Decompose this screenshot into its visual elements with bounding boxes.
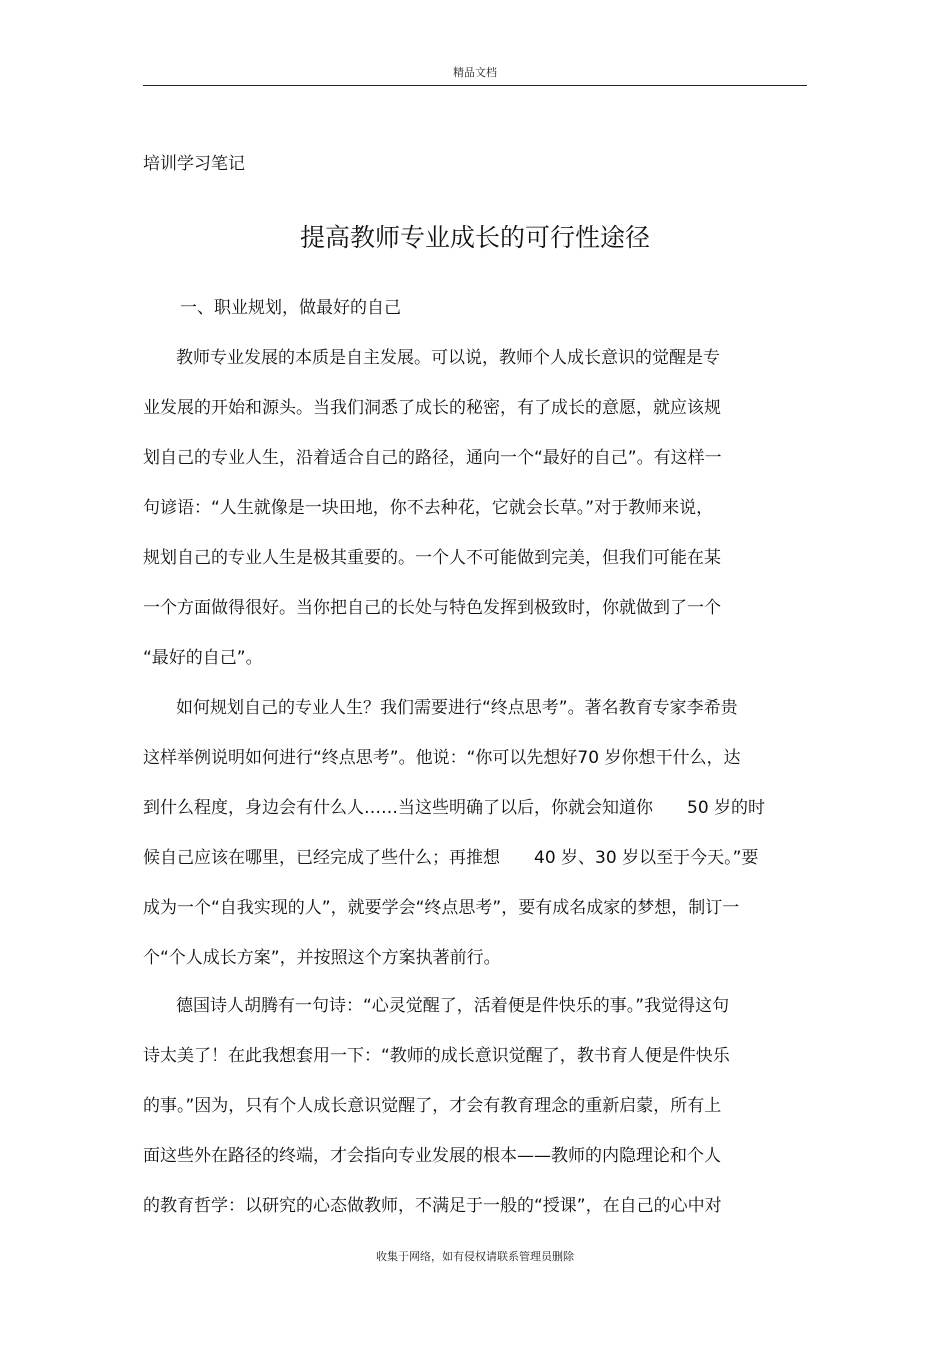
paragraph-line: 面这些外在路径的终端，才会指向专业发展的根本——教师的内隐理论和个人	[143, 1146, 721, 1166]
paragraph-line: 个“个人成长方案”，并按照这个方案执著前行。	[143, 948, 501, 968]
paragraph-line: 一个方面做得很好。当你把自己的长处与特色发挥到极致时，你就做到了一个	[143, 598, 721, 618]
paragraph-line: 候自己应该在哪里，已经完成了些什么；再推想 40 岁、30 岁以至于今天。”要	[143, 848, 759, 868]
paragraph-line: 的教育哲学：以研究的心态做教师，不满足于一般的“授课”，在自己的心中对	[143, 1196, 722, 1216]
paragraph-line: 到什么程度，身边会有什么人……当这些明确了以后，你就会知道你 50 岁的时	[143, 798, 766, 818]
paragraph-line: 德国诗人胡腾有一句诗：“心灵觉醒了，活着便是件快乐的事。”我觉得这句	[176, 996, 730, 1016]
paragraph-line: 如何规划自己的专业人生？我们需要进行“终点思考”。著名教育专家李希贵	[176, 698, 738, 718]
header-divider	[143, 85, 807, 86]
paragraph-line: 的事。”因为，只有个人成长意识觉醒了，才会有教育理念的重新启蒙，所有上	[143, 1096, 722, 1116]
paragraph-line: 句谚语：“人生就像是一块田地，你不去种花，它就会长草。”对于教师来说，	[143, 498, 714, 518]
paragraph-line: 业发展的开始和源头。当我们洞悉了成长的秘密，有了成长的意愿，就应该规	[143, 398, 721, 418]
paragraph-line: 成为一个“自我实现的人”，就要学会“终点思考”，要有成名成家的梦想，制订一	[143, 898, 740, 918]
paragraph-line: 这样举例说明如何进行“终点思考”。他说：“你可以先想好70 岁你想干什么，达	[143, 748, 741, 768]
paragraph-line: “最好的自己”。	[143, 648, 263, 668]
page-footer: 收集于网络，如有侵权请联系管理员删除	[376, 1250, 574, 1263]
paragraph-line: 规划自己的专业人生是极其重要的。一个人不可能做到完美，但我们可能在某	[143, 548, 721, 568]
paragraph-line: 诗太美了！在此我想套用一下：“教师的成长意识觉醒了，教书育人便是件快乐	[143, 1046, 730, 1066]
section-heading: 一、职业规划，做最好的自己	[180, 298, 401, 318]
page-header: 精品文档	[453, 66, 497, 79]
paragraph-line: 划自己的专业人生，沿着适合自己的路径，通向一个“最好的自己”。有这样一	[143, 448, 722, 468]
document-label: 培训学习笔记	[143, 154, 245, 174]
paragraph-line: 教师专业发展的本质是自主发展。可以说，教师个人成长意识的觉醒是专	[176, 348, 720, 368]
document-title: 提高教师专业成长的可行性途径	[299, 223, 650, 252]
